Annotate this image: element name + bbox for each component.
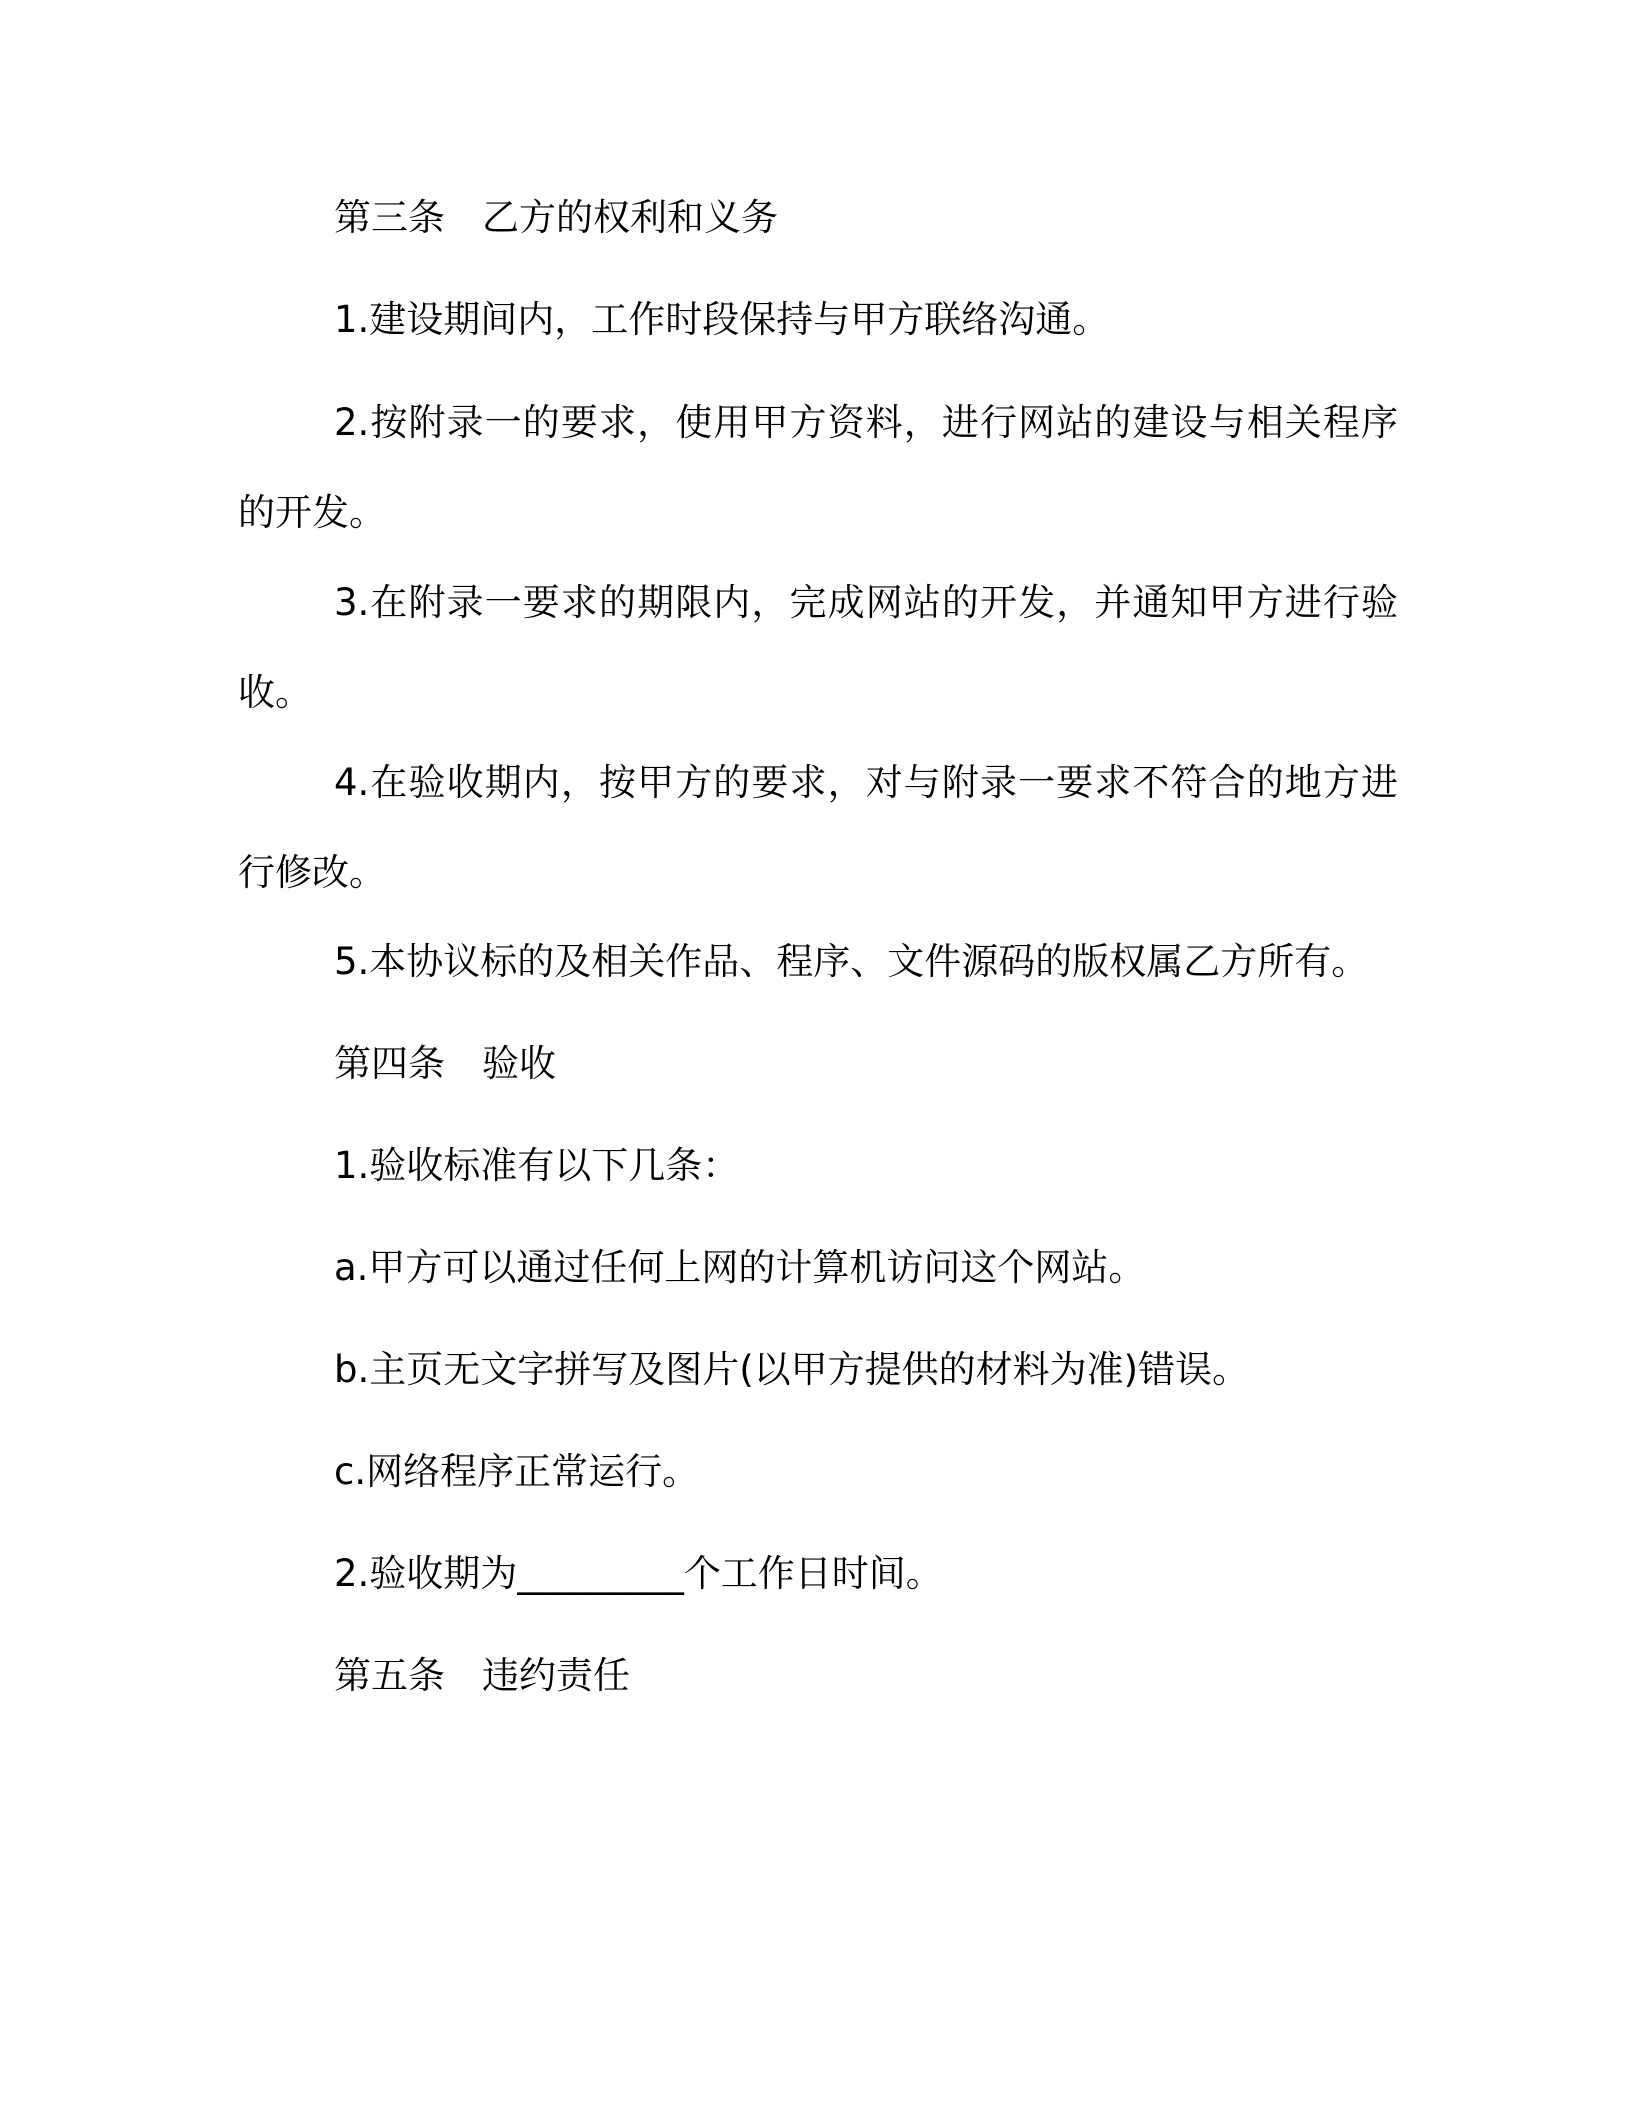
article-4-item-1: 1.验收标准有以下几条： [334,1144,740,1187]
article-4-item-2 [334,1552,1484,1596]
article-3-item-2: 2.按附录一的要求，使用甲方资料，进行网站的建设与相关程序的开发。 [238,401,1398,534]
article-4-item-b: b.主页无文字拼写及图片(以甲方提供的材料为准)错误。 [334,1348,1250,1391]
article-3-item-5: 5.本协议标的及相关作品、程序、文件源码的版权属乙方所有。 [334,940,1369,983]
article-3-item-3: 3.在附录一要求的期限内，完成网站的开发，并通知甲方进行验收。 [238,581,1398,714]
acceptance-period-suffix: 个工作日时间。 [683,1552,943,1595]
article-3-item-4: 4.在验收期内，按甲方的要求，对与附录一要求不符合的地方进行修改。 [238,761,1398,894]
article-4-item-c: c.网络程序正常运行。 [334,1450,700,1493]
article-3-heading: 第三条 乙方的权利和义务 [334,196,778,239]
article-3-item-1: 1.建设期间内，工作时段保持与甲方联络沟通。 [334,298,1110,341]
article-5-heading: 第五条 违约责任 [334,1654,630,1697]
acceptance-period-blank: _________ [517,1552,684,1595]
article-4-item-a: a.甲方可以通过任何上网的计算机访问这个网站。 [334,1246,1146,1289]
acceptance-period-prefix: 2.验收期为 [334,1552,518,1595]
article-4-heading: 第四条 验收 [334,1042,556,1085]
